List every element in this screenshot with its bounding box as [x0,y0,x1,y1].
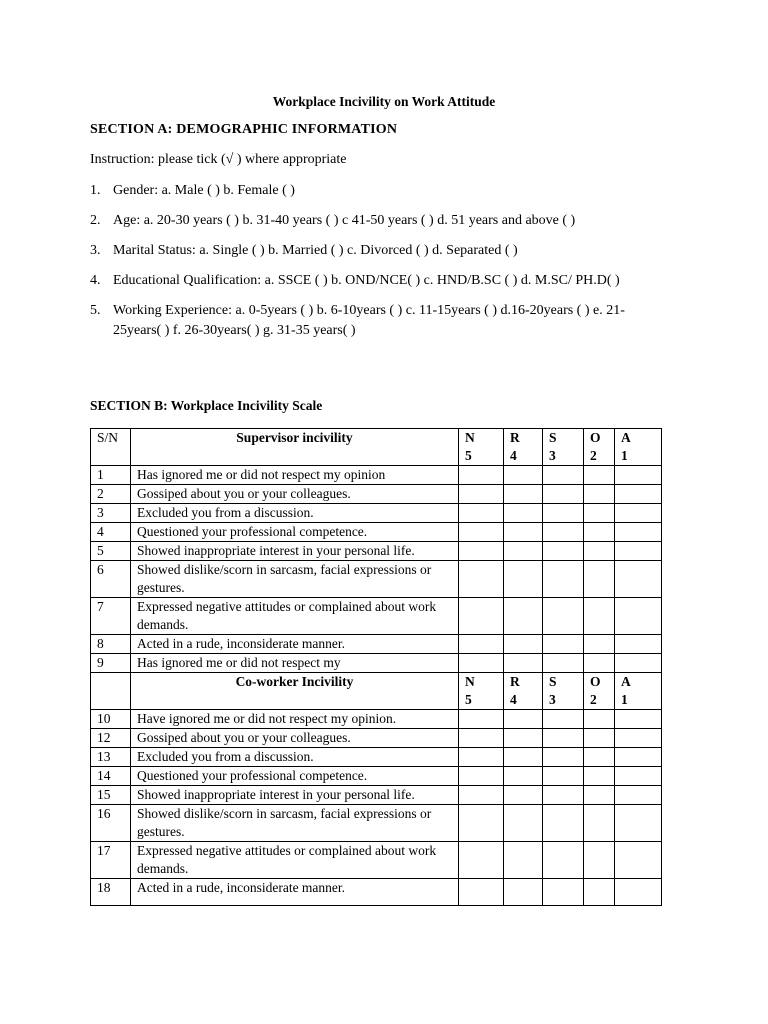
scale-header [584,673,615,710]
scale-letter: S [549,430,557,445]
response-cell[interactable] [459,748,504,767]
row-statement: Showed inappropriate interest in your personal life. [131,542,459,561]
question-education [90,271,670,291]
response-cell[interactable] [584,485,615,504]
response-cell[interactable] [504,466,543,485]
row-statement: Gossiped about you or your colleagues. [131,729,459,748]
response-cell[interactable] [615,504,662,523]
response-cell[interactable] [615,542,662,561]
response-cell[interactable] [459,786,504,805]
response-cell[interactable] [584,466,615,485]
response-cell[interactable] [615,805,662,842]
supervisor-label: Supervisor incivility [131,429,459,466]
row-number: 18 [91,879,131,906]
row-statement: Excluded you from a discussion. [131,748,459,767]
response-cell[interactable] [615,879,662,906]
response-cell[interactable] [543,654,584,673]
response-cell[interactable] [504,598,543,635]
table-row [91,485,662,504]
table-row [91,710,662,729]
response-cell[interactable] [584,729,615,748]
row-statement: Questioned your professional competence. [131,523,459,542]
row-number: 9 [91,654,131,673]
response-cell[interactable] [459,466,504,485]
response-cell[interactable] [459,523,504,542]
response-cell[interactable] [615,523,662,542]
scale-value: 1 [621,448,628,463]
response-cell[interactable] [615,561,662,598]
section-b-heading: SECTION B: Workplace Incivility Scale [90,398,323,413]
sn-header [91,673,131,710]
response-cell[interactable] [459,767,504,786]
question-text: Working Experience: a. 0-5years ( ) b. 6-10years ( ) c. 11-15years ( ) d.16-20years ( ) e. 21-25years( ) f. 26-30years( ) g. 31-35 years( ) [113,303,625,338]
table-row [91,654,662,673]
row-number: 4 [91,523,131,542]
row-statement: Has ignored me or did not respect my opinion [131,466,459,485]
response-cell[interactable] [543,523,584,542]
response-cell[interactable] [504,879,543,906]
scale-header [543,673,584,710]
response-cell[interactable] [543,466,584,485]
response-cell[interactable] [543,767,584,786]
page-title: Workplace Incivility on Work Attitude [272,94,496,109]
response-cell[interactable] [584,504,615,523]
response-cell[interactable] [459,485,504,504]
table-row [91,561,662,598]
response-cell[interactable] [543,504,584,523]
row-statement: Has ignored me or did not respect my [131,654,459,673]
table-row [91,767,662,786]
row-statement: Questioned your professional competence. [131,767,459,786]
response-cell[interactable] [543,748,584,767]
question-text: Age: a. 20-30 years ( ) b. 31-40 years ( ) c 41-50 years ( ) d. 51 years and above ( ) [113,213,576,228]
response-cell[interactable] [459,635,504,654]
row-number: 5 [91,542,131,561]
row-number: 7 [91,598,131,635]
table-row [91,729,662,748]
question-number: 2. [90,213,101,228]
table-row [91,635,662,654]
scale-value: 5 [465,692,472,707]
row-statement: Showed dislike/scorn in sarcasm, facial expressions or gestures. [131,805,459,842]
instruction-text: Instruction: please tick (√ ) where appropriate [90,152,347,167]
question-number: 1. [90,183,101,198]
question-number: 4. [90,273,101,288]
table-row [91,879,662,906]
response-cell[interactable] [459,504,504,523]
scale-header [504,673,543,710]
response-cell[interactable] [459,805,504,842]
row-statement: Acted in a rude, inconsiderate manner. [131,635,459,654]
scale-letter: A [621,430,631,445]
response-cell[interactable] [615,748,662,767]
response-cell[interactable] [615,767,662,786]
response-cell[interactable] [584,561,615,598]
table-row [91,598,662,635]
demographic-questions [90,181,670,351]
row-number: 3 [91,504,131,523]
response-cell[interactable] [459,710,504,729]
row-number: 8 [91,635,131,654]
response-cell[interactable] [615,485,662,504]
response-cell[interactable] [459,654,504,673]
scale-value: 3 [549,448,556,463]
response-cell[interactable] [504,542,543,561]
scale-header [504,429,543,466]
response-cell[interactable] [615,786,662,805]
response-cell[interactable] [584,767,615,786]
scale-letter: R [510,430,520,445]
response-cell[interactable] [459,561,504,598]
response-cell[interactable] [504,654,543,673]
table-row [91,504,662,523]
response-cell[interactable] [504,786,543,805]
table-row [91,748,662,767]
supervisor-header-row [91,429,662,466]
row-statement: Showed dislike/scorn in sarcasm, facial expressions or gestures. [131,561,459,598]
row-number: 16 [91,805,131,842]
response-cell[interactable] [543,598,584,635]
response-cell[interactable] [615,710,662,729]
response-cell[interactable] [584,542,615,561]
incivility-scale-table [90,428,662,906]
row-number: 15 [91,786,131,805]
scale-letter: N [465,674,475,689]
question-number: 5. [90,303,101,318]
response-cell[interactable] [584,879,615,906]
response-cell[interactable] [504,748,543,767]
row-statement: Excluded you from a discussion. [131,504,459,523]
response-cell[interactable] [459,879,504,906]
question-text: Gender: a. Male ( ) b. Female ( ) [113,183,295,198]
response-cell[interactable] [543,710,584,729]
response-cell[interactable] [543,635,584,654]
scale-header [615,673,662,710]
question-number: 3. [90,243,101,258]
question-text: Educational Qualification: a. SSCE ( ) b. OND/NCE( ) c. HND/B.SC ( ) d. M.SC/ PH.D( ) [113,273,620,288]
scale-letter: O [590,430,601,445]
row-statement: Showed inappropriate interest in your personal life. [131,786,459,805]
response-cell[interactable] [504,561,543,598]
scale-value: 2 [590,448,597,463]
response-cell[interactable] [459,542,504,561]
sn-header: S/N [91,429,131,466]
question-marital-status [90,241,670,261]
table-row [91,842,662,879]
row-number: 2 [91,485,131,504]
scale-value: 5 [465,448,472,463]
row-number: 17 [91,842,131,879]
response-cell[interactable] [584,598,615,635]
response-cell[interactable] [584,654,615,673]
table-row [91,466,662,485]
response-cell[interactable] [615,466,662,485]
scale-letter: N [465,430,475,445]
scale-letter: S [549,674,557,689]
section-a-heading: SECTION A: DEMOGRAPHIC INFORMATION [90,122,398,137]
row-statement: Have ignored me or did not respect my opinion. [131,710,459,729]
response-cell[interactable] [543,879,584,906]
table-row [91,805,662,842]
response-cell[interactable] [543,485,584,504]
response-cell[interactable] [459,598,504,635]
response-cell[interactable] [615,842,662,879]
row-number: 14 [91,767,131,786]
scale-header [459,429,504,466]
row-number: 13 [91,748,131,767]
table-row [91,542,662,561]
scale-value: 2 [590,692,597,707]
response-cell[interactable] [584,523,615,542]
response-cell[interactable] [584,805,615,842]
table-row [91,523,662,542]
response-cell[interactable] [504,523,543,542]
row-number: 6 [91,561,131,598]
response-cell[interactable] [504,635,543,654]
row-statement: Expressed negative attitudes or complained about work demands. [131,842,459,879]
response-cell[interactable] [584,842,615,879]
scale-value: 4 [510,692,517,707]
response-cell[interactable] [504,729,543,748]
coworker-header-row [91,673,662,710]
response-cell[interactable] [504,767,543,786]
response-cell[interactable] [615,654,662,673]
response-cell[interactable] [504,485,543,504]
response-cell[interactable] [504,842,543,879]
question-experience [90,301,670,341]
response-cell[interactable] [459,842,504,879]
scale-letter: R [510,674,520,689]
response-cell[interactable] [584,635,615,654]
response-cell[interactable] [615,598,662,635]
response-cell[interactable] [459,729,504,748]
question-age [90,211,670,231]
response-cell[interactable] [504,504,543,523]
response-cell[interactable] [543,542,584,561]
response-cell[interactable] [615,729,662,748]
response-cell[interactable] [543,561,584,598]
response-cell[interactable] [543,786,584,805]
row-number: 1 [91,466,131,485]
response-cell[interactable] [504,805,543,842]
response-cell[interactable] [584,786,615,805]
response-cell[interactable] [504,710,543,729]
row-statement: Gossiped about you or your colleagues. [131,485,459,504]
response-cell[interactable] [615,635,662,654]
row-statement: Acted in a rude, inconsiderate manner. [131,879,459,906]
table-row [91,786,662,805]
scale-letter: A [621,674,631,689]
scale-header [459,673,504,710]
response-cell[interactable] [584,748,615,767]
scale-letter: O [590,674,601,689]
response-cell[interactable] [584,710,615,729]
scale-header [543,429,584,466]
scale-value: 4 [510,448,517,463]
response-cell[interactable] [543,729,584,748]
question-gender [90,181,670,201]
question-text: Marital Status: a. Single ( ) b. Married ( ) c. Divorced ( ) d. Separated ( ) [113,243,518,258]
scale-value: 3 [549,692,556,707]
response-cell[interactable] [543,842,584,879]
row-number: 10 [91,710,131,729]
scale-header [615,429,662,466]
coworker-label: Co-worker Incivility [131,673,459,710]
scale-header [584,429,615,466]
response-cell[interactable] [543,805,584,842]
row-number: 12 [91,729,131,748]
row-statement: Expressed negative attitudes or complained about work demands. [131,598,459,635]
scale-value: 1 [621,692,628,707]
